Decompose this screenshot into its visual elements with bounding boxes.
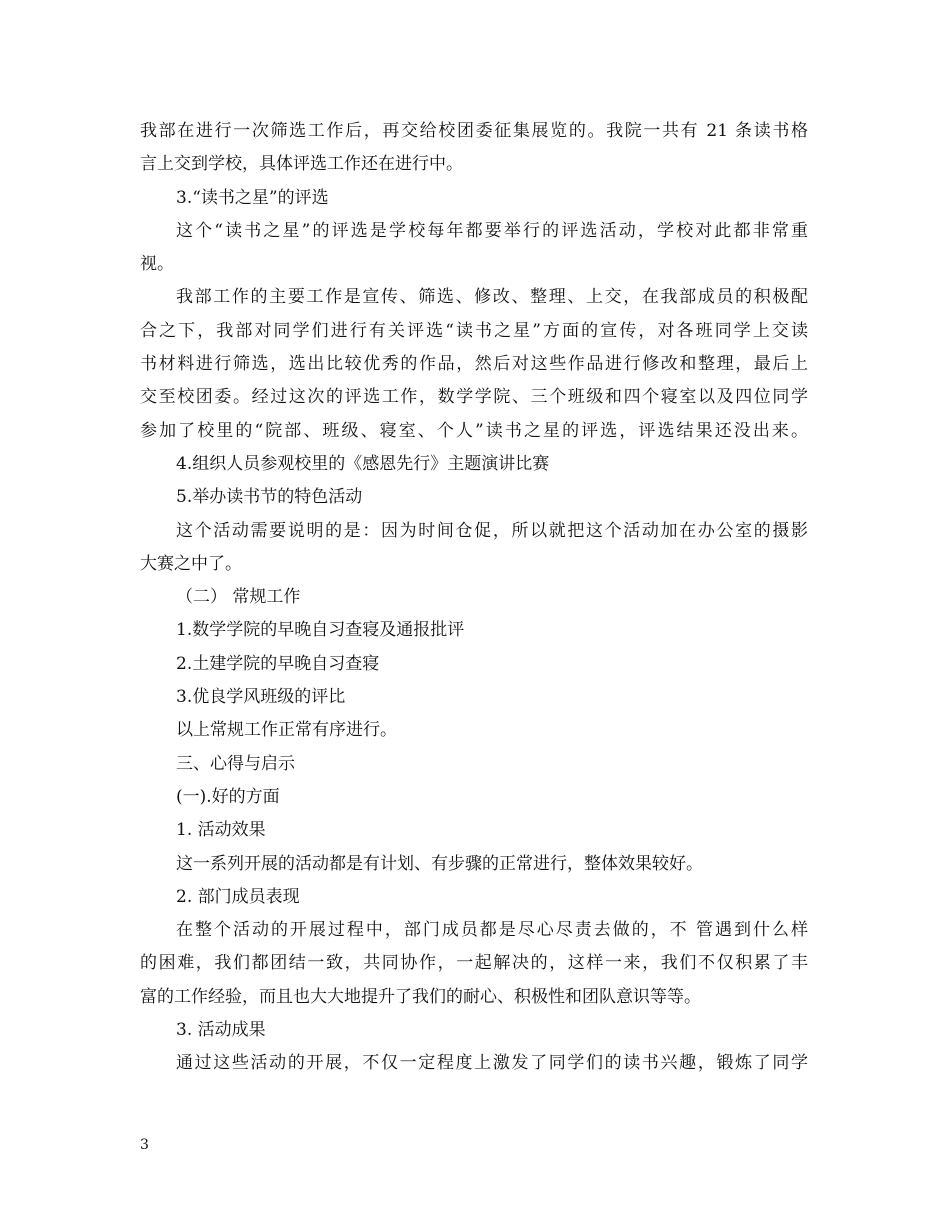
list-item: 2.土建学院的早晚自习查寝 [176, 653, 380, 674]
section-heading: (一).好的方面 [176, 786, 280, 807]
section-heading: 1. 活动效果 [176, 820, 266, 841]
body-line: 富的工作经验，而且也大大地提升了我们的耐心、积极性和团队意识等等。 [140, 986, 701, 1007]
body-line: 我部工作的主要工作是宣传、筛选、修改、整理、上交，在我部成员的积极配 [176, 287, 808, 308]
body-line: 在整个活动的开展过程中，部门成员都是尽心尽责去做的，不 管遇到什么样 [176, 920, 808, 941]
body-line: 参加了校里的“院部、班级、寝室、个人”读书之星的评选，评选结果还没出来。 [140, 420, 808, 441]
section-heading: 3.“读书之星”的评选 [176, 187, 329, 208]
body-line: 以上常规工作正常有序进行。 [176, 720, 397, 741]
body-line: 这个“读书之星”的评选是学校每年都要举行的评选活动，学校对此都非常重 [176, 220, 808, 241]
section-heading: 4.组织人员参观校里的《感恩先行》主题演讲比赛 [176, 453, 550, 474]
section-heading: 3. 活动成果 [176, 1020, 266, 1041]
list-item: 1.数学学院的早晚自习查寝及通报批评 [176, 620, 465, 641]
body-line: 大赛之中了。 [140, 553, 242, 574]
body-line: 这一系列开展的活动都是有计划、有步骤的正常进行，整体效果较好。 [176, 853, 703, 874]
body-line: 通过这些活动的开展，不仅一定程度上激发了同学们的读书兴趣，锻炼了同学 [176, 1053, 808, 1074]
body-line: 交至校团委。经过这次的评选工作，数学学院、三个班级和四个寝室以及四位同学 [140, 387, 808, 408]
body-line: 视。 [140, 254, 174, 275]
section-heading: 三、心得与启示 [176, 753, 295, 774]
page-number: 3 [140, 1137, 149, 1153]
section-heading: 5.举办读书节的特色活动 [176, 487, 363, 508]
section-heading: 2. 部门成员表现 [176, 886, 300, 907]
body-line: 言上交到学校，具体评选工作还在进行中。 [140, 154, 463, 175]
body-line: 的困难，我们都团结一致，共同协作，一起解决的，这样一来，我们不仅积累了丰 [140, 953, 808, 974]
body-line: 合之下，我部对同学们进行有关评选“读书之星”方面的宣传，对各班同学上交读 [140, 320, 808, 341]
body-line: 我部在进行一次筛选工作后，再交给校团委征集展览的。我院一共有 21 条读书格 [140, 121, 808, 141]
body-line: 书材料进行筛选，选出比较优秀的作品，然后对这些作品进行修改和整理，最后上 [140, 354, 808, 375]
body-line: 这个活动需要说明的是：因为时间仓促，所以就把这个活动加在办公室的摄影 [176, 520, 808, 541]
section-heading: （二） 常规工作 [176, 587, 301, 608]
page-body [140, 115, 808, 1081]
list-item: 3.优良学风班级的评比 [176, 687, 346, 708]
